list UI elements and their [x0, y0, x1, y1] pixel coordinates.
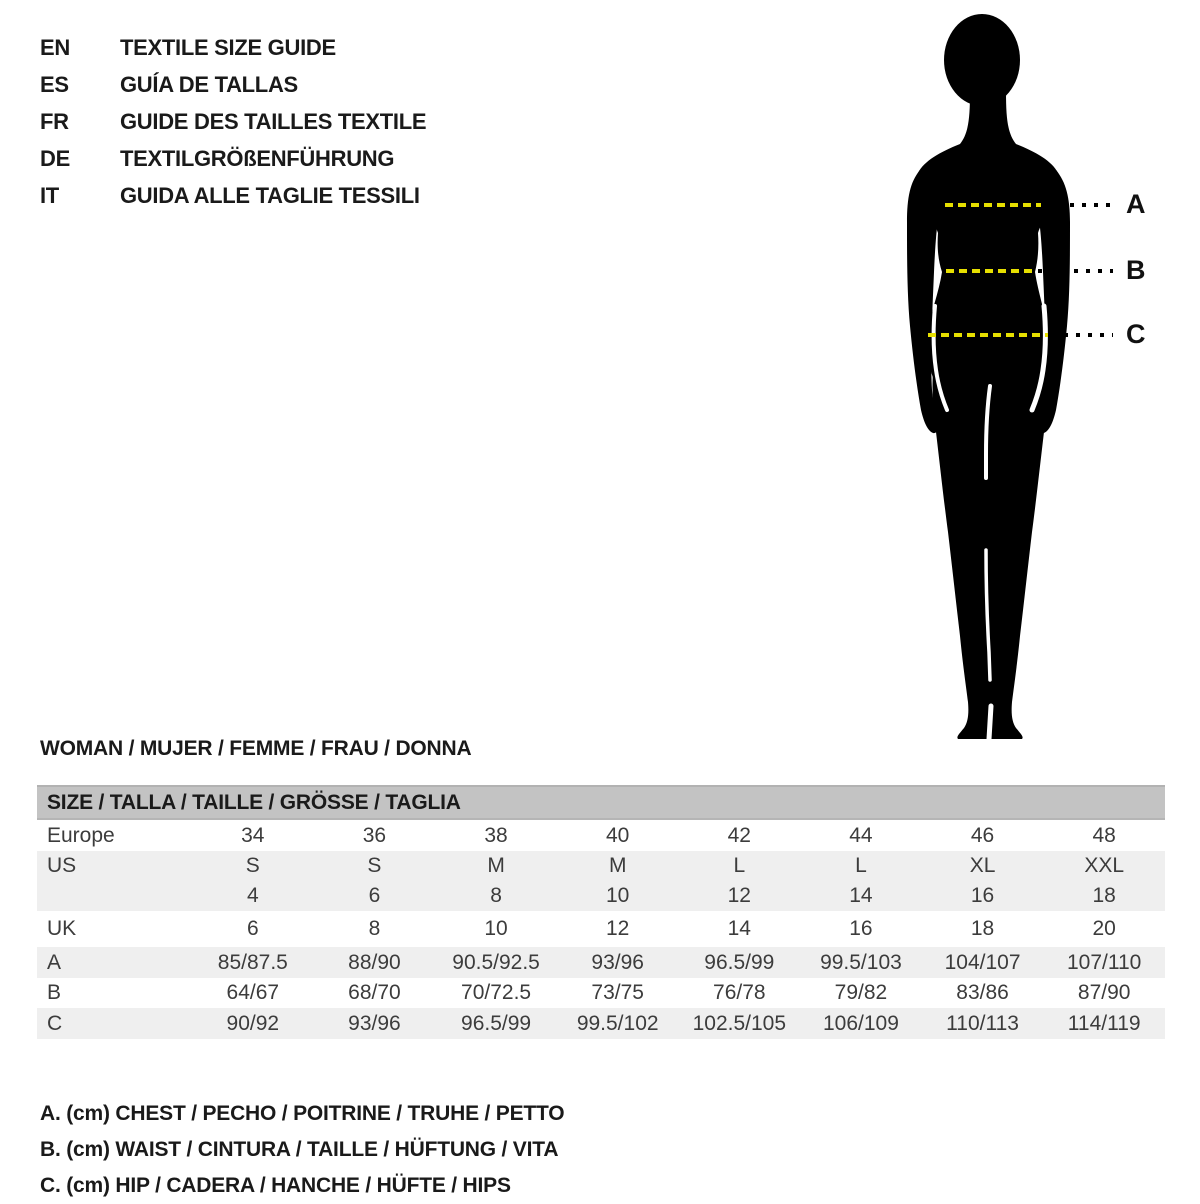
size-cell: 18	[970, 917, 995, 940]
size-cell: 107/110	[1067, 950, 1142, 974]
size-cell: 16	[849, 917, 873, 940]
table-row-chest	[37, 947, 1165, 978]
size-cell: 6	[368, 884, 381, 907]
size-table-header: SIZE / TALLA / TAILLE / GRÖSSE / TAGLIA	[37, 786, 1165, 819]
language-row	[40, 140, 426, 177]
size-cell: S	[367, 854, 382, 877]
size-cell: 90/92	[226, 1011, 280, 1035]
size-cell: 93/96	[591, 950, 644, 974]
size-cell: 104/107	[944, 950, 1021, 974]
row-label: Europe	[47, 823, 115, 847]
size-cell: 12	[606, 917, 630, 940]
size-cell: 99.5/103	[820, 950, 902, 974]
size-cell: 79/82	[834, 981, 888, 1004]
row-label	[37, 881, 192, 911]
row-label: B	[47, 981, 62, 1004]
table-row-waist	[37, 978, 1165, 1008]
size-cell: 76/78	[713, 981, 766, 1004]
size-cell: 34	[241, 823, 265, 847]
language-label: GUIDA ALLE TAGLIE TESSILI	[120, 182, 420, 208]
size-cell: 64/67	[226, 981, 280, 1004]
size-cell: 14	[849, 884, 873, 907]
size-cell: 85/87.5	[217, 950, 288, 974]
table-row-us	[37, 851, 1165, 881]
measurement-legend	[40, 1096, 564, 1204]
language-code: FR	[40, 108, 69, 134]
language-label: GUIDE DES TAILLES TEXTILE	[120, 108, 427, 134]
size-cell: 6	[246, 917, 259, 940]
row-label: C	[47, 1011, 63, 1035]
legend-item-hip: C. (cm) HIP / CADERA / HANCHE / HÜFTE / HIPS	[40, 1174, 511, 1197]
size-cell: 46	[970, 823, 995, 847]
size-cell: 14	[727, 917, 751, 940]
marker-label-chest: A	[1126, 189, 1146, 219]
size-cell: 90.5/92.5	[452, 950, 540, 974]
marker-label-hip: C	[1126, 319, 1146, 349]
size-cell: 114/119	[1067, 1011, 1141, 1035]
size-cell: 68/70	[348, 981, 401, 1004]
size-cell: 48	[1092, 823, 1116, 847]
language-code: ES	[40, 71, 69, 97]
size-cell: 36	[362, 823, 387, 847]
language-code: EN	[40, 34, 70, 60]
size-cell: 73/75	[591, 981, 644, 1004]
language-code: DE	[40, 145, 70, 171]
size-cell: 18	[1092, 884, 1116, 907]
language-label: TEXTILE SIZE GUIDE	[120, 34, 336, 60]
size-cell: M	[608, 854, 627, 877]
language-row	[40, 29, 426, 66]
size-cell: 96.5/99	[461, 1011, 532, 1035]
size-cell: 88/90	[348, 950, 401, 974]
size-cell: 106/109	[822, 1011, 899, 1035]
size-cell: XXL	[1084, 854, 1125, 877]
table-row-us-numeric	[37, 881, 1165, 911]
table-row-europe	[37, 819, 1165, 851]
size-cell: 102.5/105	[692, 1011, 787, 1035]
legend-item-waist: B. (cm) WAIST / CINTURA / TAILLE / HÜFTUNG / VITA	[40, 1138, 559, 1161]
size-cell: 44	[849, 823, 873, 847]
language-row	[40, 177, 426, 214]
size-cell: 99.5/102	[576, 1011, 659, 1035]
size-table	[37, 785, 1165, 1039]
language-row	[40, 66, 426, 103]
size-cell: 4	[246, 884, 259, 907]
size-cell: 20	[1092, 917, 1116, 940]
size-cell: 42	[727, 823, 751, 847]
measurement-figure	[880, 10, 1190, 750]
language-label: TEXTILGRÖßENFÜHRUNG	[120, 145, 395, 171]
row-label: US	[47, 854, 77, 877]
size-cell: 70/72.5	[461, 981, 532, 1004]
marker-label-waist: B	[1126, 255, 1146, 285]
size-cell: 38	[484, 823, 508, 847]
table-row-uk	[37, 911, 1165, 947]
language-row	[40, 103, 426, 140]
language-label: GUÍA DE TALLAS	[120, 71, 298, 97]
size-cell: 12	[727, 884, 751, 907]
size-cell: XL	[969, 854, 996, 877]
size-cell: 10	[484, 917, 508, 940]
size-cell: L	[855, 854, 867, 877]
size-cell: 87/90	[1077, 981, 1131, 1004]
table-row-hip	[37, 1008, 1165, 1039]
size-cell: 110/113	[946, 1011, 1019, 1035]
legend-item-chest: A. (cm) CHEST / PECHO / POITRINE / TRUHE / PETTO	[40, 1102, 565, 1125]
size-cell: S	[245, 854, 260, 877]
size-cell: 83/86	[956, 981, 1009, 1004]
woman-silhouette-icon	[880, 10, 1125, 745]
size-cell: 93/96	[348, 1011, 401, 1035]
size-cell: 16	[970, 884, 995, 907]
size-cell: 40	[606, 823, 630, 847]
section-title: WOMAN / MUJER / FEMME / FRAU / DONNA	[40, 737, 472, 760]
size-cell: 96.5/99	[704, 950, 775, 974]
row-label: UK	[47, 917, 77, 940]
size-cell: 8	[490, 884, 502, 907]
size-cell: 10	[606, 884, 630, 907]
size-cell: M	[487, 854, 505, 877]
size-cell: L	[733, 854, 746, 877]
size-cell: 8	[368, 917, 381, 940]
language-list	[40, 29, 426, 214]
language-code: IT	[40, 182, 59, 208]
row-label: A	[47, 950, 62, 974]
